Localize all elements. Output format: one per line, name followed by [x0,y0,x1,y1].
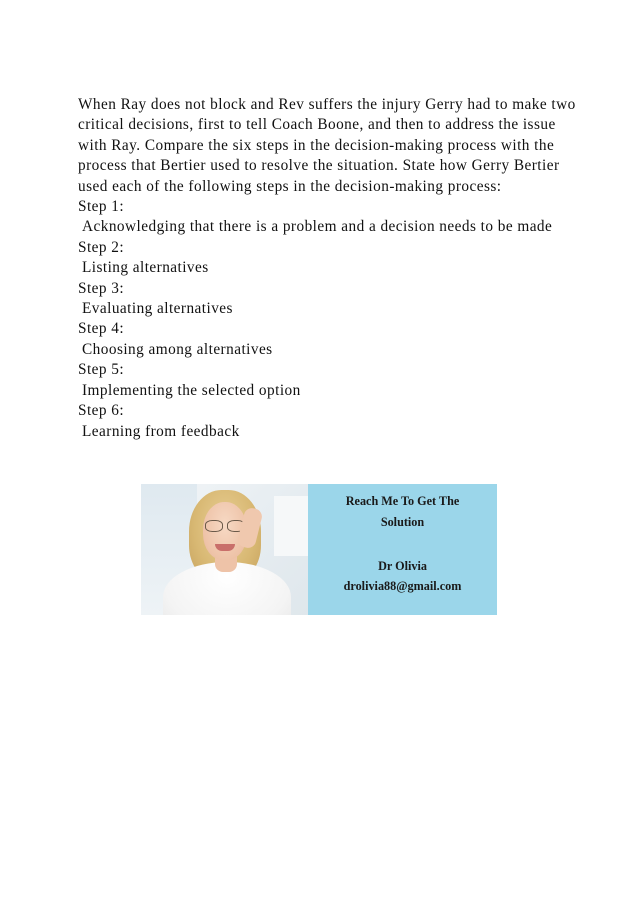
document-body [78,95,578,442]
step-2-label: Step 2: [78,238,125,256]
step-5-text: Implementing the selected option [82,381,301,399]
step-5-label: Step 5: [78,361,125,379]
banner-subline: Solution [380,515,425,529]
step-1-text: Acknowledging that there is a problem and a decision needs to be made [82,218,553,236]
step-6-text: Learning from feedback [82,422,240,440]
step-1-label: Step 1: [78,198,125,216]
step-4-label: Step 4: [78,320,125,338]
step-2-text: Listing alternatives [82,259,209,277]
banner-headline: Reach Me To Get The [345,494,460,508]
contact-banner [141,484,497,615]
contact-name: Dr Olivia [378,559,427,573]
step-4-text: Choosing among alternatives [82,340,273,358]
woman-photo [141,484,308,615]
step-3-label: Step 3: [78,279,125,297]
contact-card [308,484,497,615]
step-3-text: Evaluating alternatives [82,300,233,318]
contact-email: drolivia88@gmail.com [343,579,462,593]
step-6-label: Step 6: [78,402,125,420]
intro-paragraph: When Ray does not block and Rev suffers the injury Gerry had to make two critical decisions, first to tell Coach Boone, and then to address the issue with Ray. Compare the six steps in the decision-making process with the process that Bertier used to resolve the situation. State how Gerry Bertier used each of the following steps in the decision-making process: [78,96,576,195]
